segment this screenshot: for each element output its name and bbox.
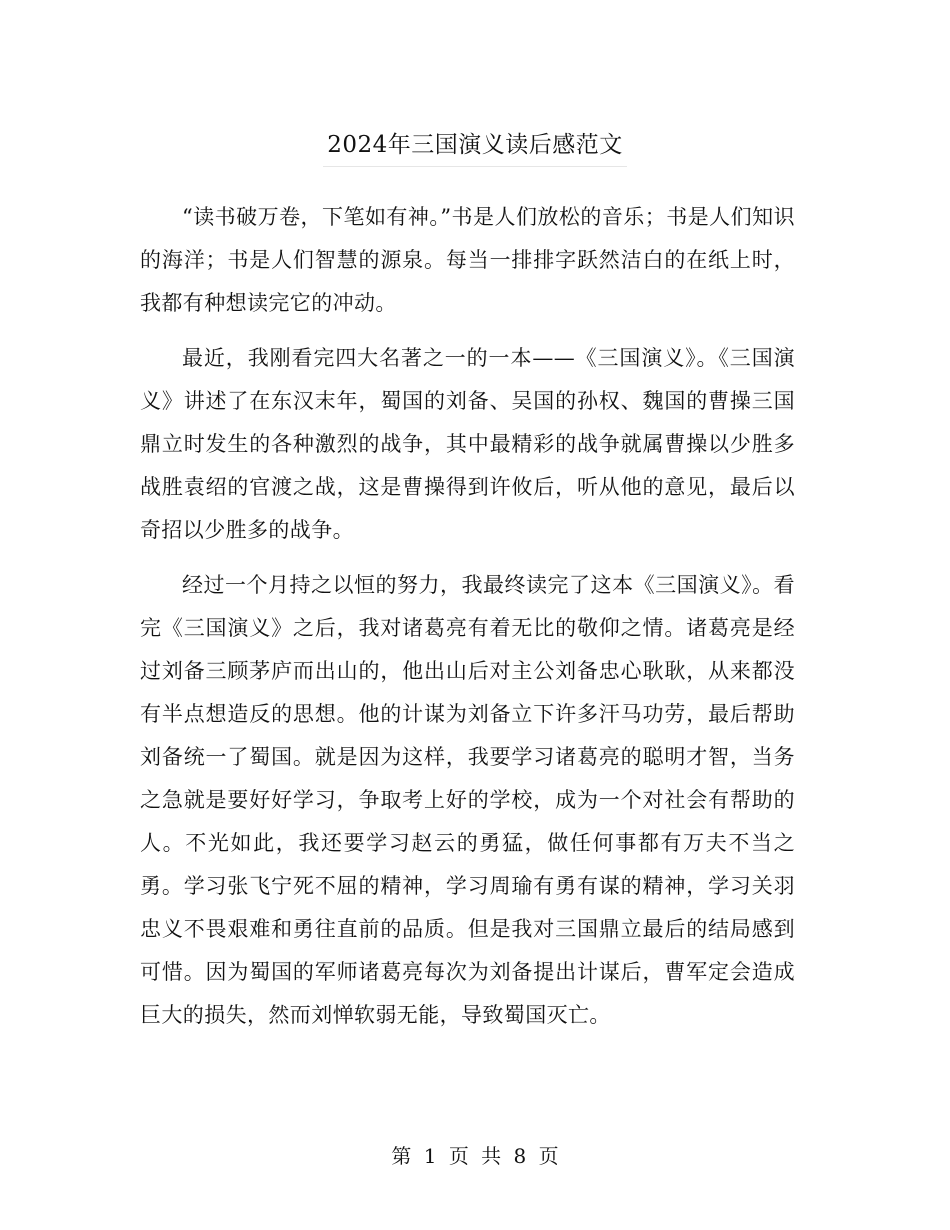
paragraph-3: 经过一个月持之以恒的努力，我最终读完了这本《三国演义》。看完《三国演义》之后，我对诸葛亮有着无比的敬仰之情。诸葛亮是经过刘备三顾茅庐而出山的，他出山后对主公刘备忠心耿耿，从来都没有半点想造反的思想。他的计谋为刘备立下许多汗马功劳，最后帮助刘备统一了蜀国。就是因为这样，我要学习诸葛亮的聪明才智，当务之急就是要好好学习，争取考上好的学校，成为一个对社会有帮助的人。不光如此，我还要学习赵云的勇猛，做任何事都有万夫不当之勇。学习张飞宁死不屈的精神，学习周瑜有勇有谋的精神，学习关羽忠义不畏艰难和勇往直前的品质。但是我对三国鼎立最后的结局感到可惜。因为蜀国的军师诸葛亮每次为刘备提出计谋后，曹军定会造成巨大的损失，然而刘惮软弱无能，导致蜀国灭亡。 <box>140 573 795 1027</box>
document-title: 2024年三国演义读后感范文 <box>323 124 627 167</box>
paragraph-2: 最近，我刚看完四大名著之一的一本——《三国演义》。《三国演义》讲述了在东汉末年，蜀国的刘备、吴国的孙权、魏国的曹操三国鼎立时发生的各种激烈的战争，其中最精彩的战争就属曹操以少胜多战胜袁绍的官渡之战，这是曹操得到许攸后，听从他的意见，最后以奇招以少胜多的战争。 <box>140 346 795 542</box>
paragraph-1: “读书破万卷，下笔如有神。”书是人们放松的音乐；书是人们知识的海洋；书是人们智慧的源泉。每当一排排字跃然洁白的在纸上时，我都有种想读完它的冲动。 <box>140 205 795 315</box>
document-body <box>140 196 795 1049</box>
title-container <box>0 124 950 167</box>
page-footer: 第 1 页 共 8 页 <box>391 1144 559 1168</box>
